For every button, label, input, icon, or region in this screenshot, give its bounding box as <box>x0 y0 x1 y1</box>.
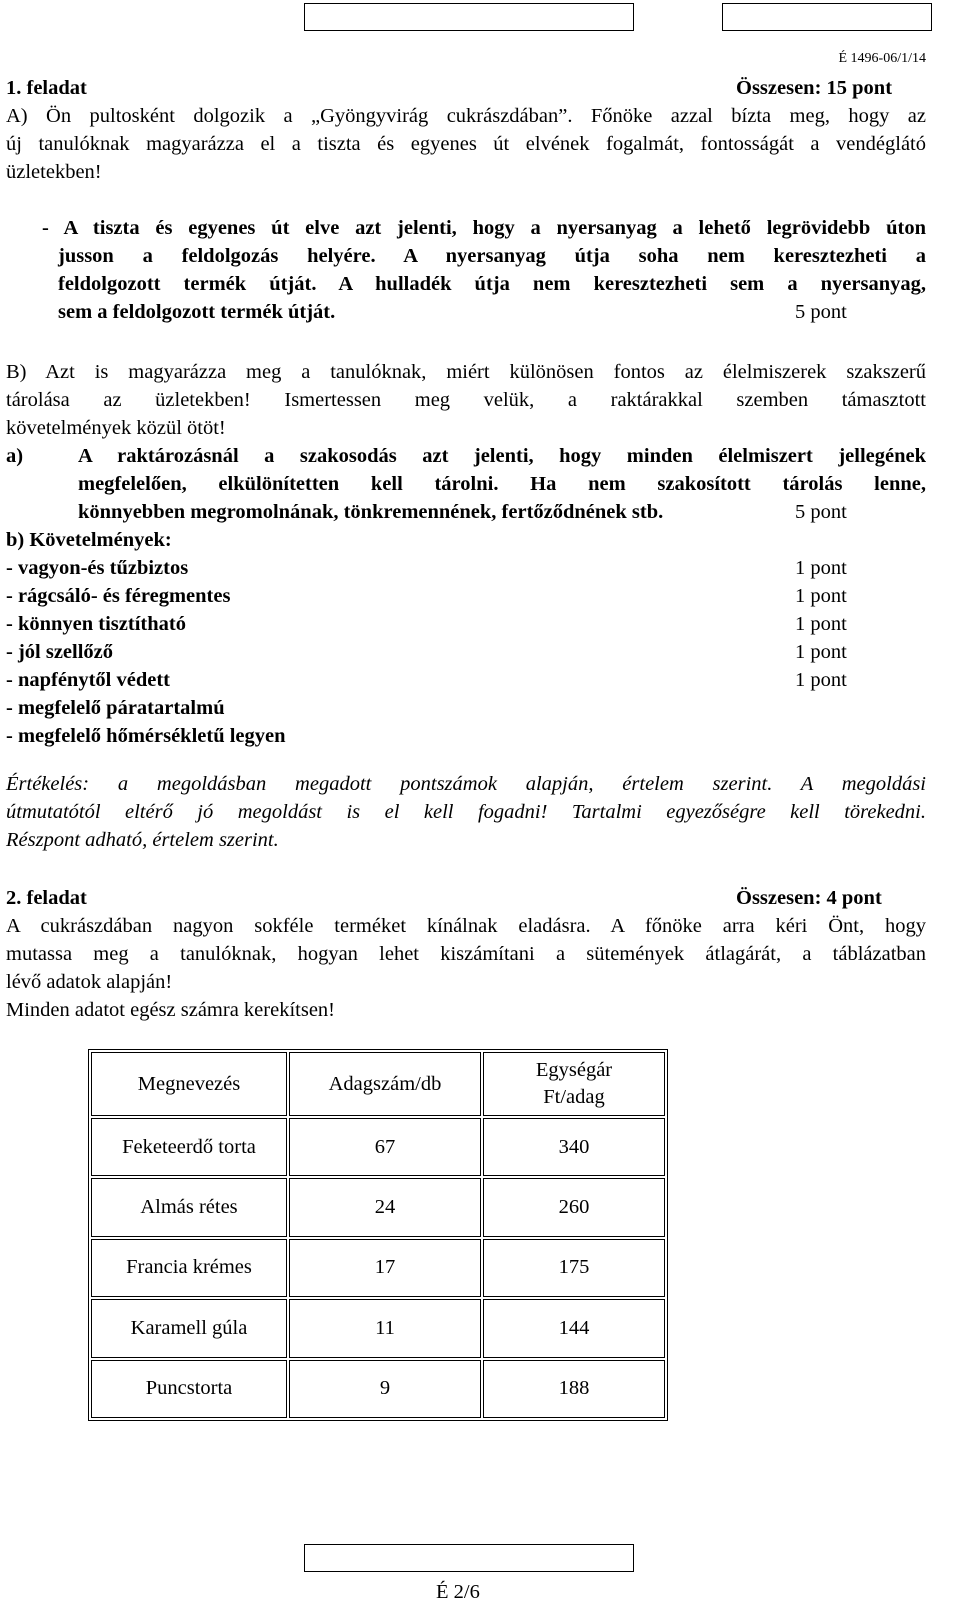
answerBb-title: b) Követelmények: <box>6 529 172 551</box>
table-cell: 260 <box>483 1178 665 1236</box>
table-cell: 144 <box>483 1299 665 1357</box>
task2-intro-line: mutassa meg a tanulóknak, hogyan lehet kiszámítani a sütemények átlagárát, a táblázatban <box>6 943 926 965</box>
table-header-row <box>91 1052 665 1116</box>
table-row <box>91 1178 665 1236</box>
table-row <box>91 1360 665 1418</box>
answerA-line: jusson a feldolgozás helyére. A nyersanyag útja soha nem keresztezheti a <box>58 245 926 267</box>
requirement-item: - könnyen tisztítható <box>6 613 186 635</box>
table-row <box>91 1239 665 1297</box>
unit-price-header: Egységár <box>535 1059 613 1081</box>
requirement-points: 1 pont <box>795 641 847 663</box>
table-row <box>91 1118 665 1176</box>
table-header-cell: Megnevezés <box>91 1052 287 1116</box>
unit-price-header-unit: Ft/adag <box>543 1086 605 1108</box>
table-cell: 188 <box>483 1360 665 1418</box>
table-cell: Francia krémes <box>91 1239 287 1297</box>
footer-box <box>304 1544 634 1572</box>
requirement-points: 1 pont <box>795 557 847 579</box>
task1-partB-line: követelmények közül ötöt! <box>6 417 226 439</box>
task1-partA-line: üzletekben! <box>6 161 102 183</box>
table-cell: Almás rétes <box>91 1178 287 1236</box>
requirement-item: - rágcsáló- és féregmentes <box>6 585 231 607</box>
task2-intro-line: lévő adatok alapján! <box>6 971 173 993</box>
cake-data-table <box>88 1049 668 1421</box>
evaluation-line: útmutatótól eltérő jó megoldást is el kell fogadni! Tartalmi egyezőségre kell törekedni. <box>6 801 926 823</box>
table-cell: 11 <box>289 1299 481 1357</box>
answerBa-line: könnyebben megromolnának, tönkremennének, fertőződnének stb. <box>78 501 664 523</box>
page-number: É 2/6 <box>436 1581 480 1603</box>
table-cell: 17 <box>289 1239 481 1297</box>
evaluation-line: Részpont adható, értelem szerint. <box>6 829 279 851</box>
requirement-item: - vagyon-és tűzbiztos <box>6 557 189 579</box>
requirement-item: - megfelelő páratartalmú <box>6 697 225 719</box>
requirement-points: 1 pont <box>795 669 847 691</box>
answerBa-line: megfelelően, elkülönítetten kell tárolni. Ha nem szakosított tárolás lenne, <box>78 473 926 495</box>
requirement-item: - napfénytől védett <box>6 669 170 691</box>
task1-partA-line: új tanulóknak magyarázza el a tiszta és egyenes út elvének fogalmát, fontosságát a vendéglátó <box>6 133 926 155</box>
evaluation-line: Értékelés: a megoldásban megadott pontszámok alapján, értelem szerint. A megoldási <box>6 773 926 795</box>
answerBa-label: a) <box>6 445 24 467</box>
header-box-right <box>722 3 932 31</box>
document-code: É 1496-06/1/14 <box>838 51 926 66</box>
table-cell: 175 <box>483 1239 665 1297</box>
task1-title: 1. feladat <box>6 77 87 99</box>
answerA-points: 5 pont <box>795 301 847 323</box>
table-header-cell <box>483 1052 665 1116</box>
task2-total: Összesen: 4 pont <box>736 887 882 909</box>
table-cell: 24 <box>289 1178 481 1236</box>
requirement-item: - megfelelő hőmérsékletű legyen <box>6 725 286 747</box>
header-box-left <box>304 3 634 31</box>
table-cell: 67 <box>289 1118 481 1176</box>
task1-partB-line: B) Azt is magyarázza meg a tanulóknak, miért különösen fontos az élelmiszerek szakszerű <box>6 361 926 383</box>
answerA-line: sem a feldolgozott termék útját. <box>58 301 336 323</box>
answerBa-line: A raktározásnál a szakosodás azt jelenti, hogy minden élelmiszert jellegének <box>78 445 926 467</box>
task2-intro-line: Minden adatot egész számra kerekítsen! <box>6 999 336 1021</box>
task2-intro-line: A cukrászdában nagyon sokféle terméket kínálnak eladásra. A főnöke arra kéri Önt, hogy <box>6 915 926 937</box>
table-cell: Karamell gúla <box>91 1299 287 1357</box>
requirement-item: - jól szellőző <box>6 641 114 663</box>
requirement-points: 1 pont <box>795 613 847 635</box>
answerBa-points: 5 pont <box>795 501 847 523</box>
task1-total: Összesen: 15 pont <box>736 77 893 99</box>
table-row <box>91 1299 665 1357</box>
table-cell: Puncstorta <box>91 1360 287 1418</box>
task1-partB-line: tárolása az üzletekben! Ismertessen meg velük, a raktárakkal szemben támasztott <box>6 389 926 411</box>
table-cell: Feketeerdő torta <box>91 1118 287 1176</box>
table-cell: 9 <box>289 1360 481 1418</box>
task2-title: 2. feladat <box>6 887 87 909</box>
table-header-cell: Adagszám/db <box>289 1052 481 1116</box>
table-cell: 340 <box>483 1118 665 1176</box>
answerA-line: - A tiszta és egyenes út elve azt jelenti, hogy a nyersanyag a lehető legrövidebb úton <box>42 217 926 239</box>
task1-partA-line: A) Ön pultosként dolgozik a „Gyöngyvirág cukrászdában”. Főnöke azzal bízta meg, hogy az <box>6 105 926 127</box>
requirement-points: 1 pont <box>795 585 847 607</box>
answerA-line: feldolgozott termék útját. A hulladék útja nem keresztezheti sem a nyersanyag, <box>58 273 926 295</box>
